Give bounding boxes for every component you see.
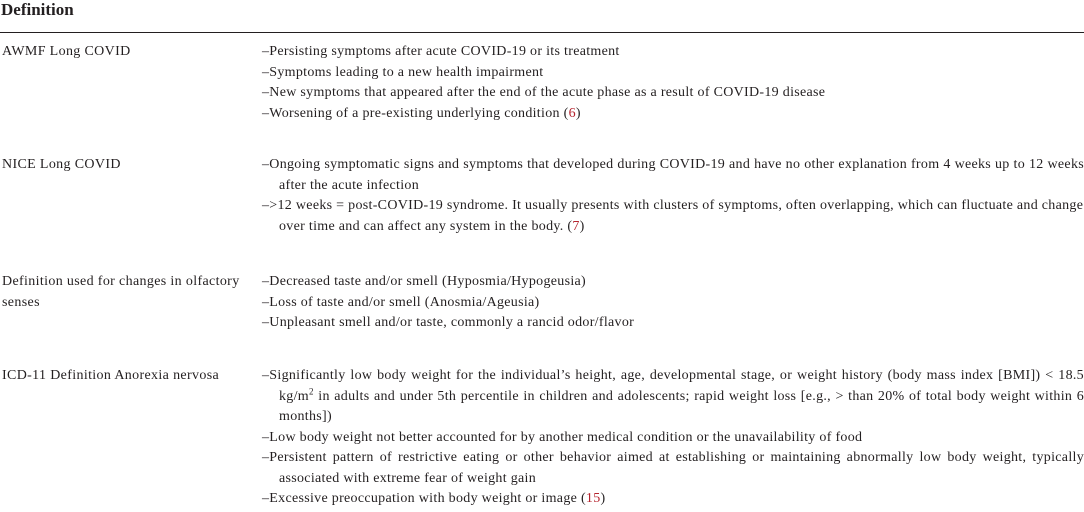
definition-item: –Loss of taste and/or smell (Anosmia/Ageusia) (262, 294, 540, 310)
definition-item: –Persisting symptoms after acute COVID-19 or its treatment (262, 44, 620, 59)
table-header (0, 0, 1084, 33)
definition-item: –>12 weeks = post-COVID-19 syndrome. It usually presents with clusters of symptoms, often overlapping, which can fluctuate and change over time and can affect any system in the body. (7) (262, 198, 1084, 234)
citation-link[interactable]: 6 (568, 105, 576, 121)
definition-item: –Low body weight not better accounted for by another medical condition or the unavailability of food (262, 429, 863, 445)
definition-list (262, 366, 1084, 510)
definition-list (262, 155, 1084, 237)
row-term: AWMF Long COVID (2, 44, 131, 59)
definition-item: –Worsening of a pre-existing underlying condition (6) (262, 105, 581, 121)
definition-item: –Excessive preoccupation with body weight or image (15) (262, 491, 606, 506)
definition-item: –Symptoms leading to a new health impairment (262, 64, 544, 80)
definition-list (262, 42, 1084, 124)
definition-item: –Decreased taste and/or smell (Hyposmia/Hypogeusia) (262, 274, 586, 289)
superscript: 2 (308, 385, 314, 396)
definition-list (262, 272, 1084, 334)
row-term: NICE Long COVID (2, 157, 121, 172)
definition-item: –Significantly low body weight for the individual’s height, age, developmental stage, or weight history (body mass index [BMI]) < 18.5 $kg/m^2$ in adults and under 5th percentile in children and adolescents; rapid weight loss [e.g., > than 20% of total body weight within 6 months]) (262, 368, 1084, 424)
definition-item: –Ongoing symptomatic signs and symptoms that developed during COVID-19 and have no other explanation from 4 weeks up to 12 weeks after the acute infection (262, 157, 1084, 193)
row-term: Definition used for changes in olfactory senses (2, 274, 240, 310)
citation-link[interactable]: 7 (572, 218, 580, 234)
definition-item: –Persistent pattern of restrictive eating or other behavior aimed at establishing or maintaining abnormally low body weight, typically associated with extreme fear of weight gain (262, 450, 1084, 486)
row-term: ICD-11 Definition Anorexia nervosa (2, 368, 220, 383)
citation-link[interactable]: 15 (585, 491, 601, 506)
definition-item: –Unpleasant smell and/or taste, commonly a rancid odor/flavor (262, 315, 635, 330)
definition-item: –New symptoms that appeared after the end of the acute phase as a result of COVID-19 disease (262, 85, 826, 100)
column-header-definition: Definition (1, 0, 74, 19)
